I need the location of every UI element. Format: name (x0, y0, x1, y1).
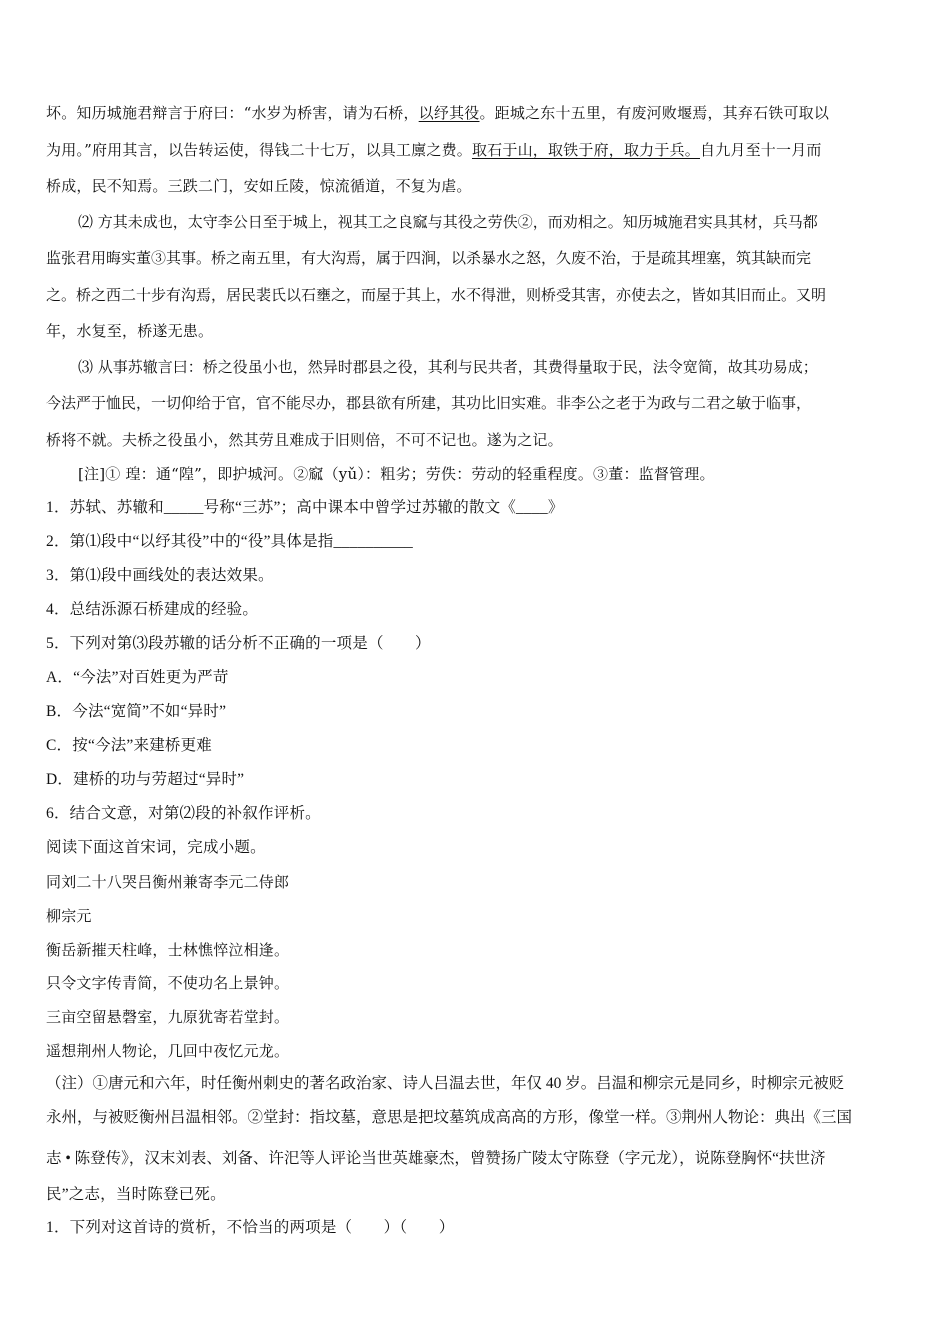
question-2: 2．第⑴段中“以纾其役”中的“役”具体是指__________ (46, 533, 413, 550)
poem-line-3: 三亩空留悬磬室，九原犹寄若堂封。 (46, 1008, 290, 1026)
text-run: 。距城之东十五里，有废河败堰焉，其弃石铁可取以 (479, 104, 830, 122)
poem-line-1: 衡岳新摧天柱峰，士林憔悴泣相逢。 (46, 941, 290, 959)
poem-title: 同刘二十八哭吕衡州兼寄李元二侍郎 (46, 873, 290, 891)
option-c: C．按“今法”来建桥更难 (46, 737, 212, 754)
passage-p1-line3: 桥成，民不知焉。三跌二门，安如丘陵，惊流循道，不复为虐。 (46, 177, 472, 195)
passage-p1-line2 (46, 140, 906, 160)
poem-note-line2: 永州，与被贬衡州吕温相邻。②堂封：指坟墓，意思是把坟墓筑成高高的方形，像堂一样。③荆州人物论：典出《三国 (46, 1109, 853, 1126)
text-run: 为用。”府用其言，以告转运使，得钱二十七万，以具工廪之费。 (46, 141, 472, 159)
passage-p3-line2: 今法严于恤民，一切仰给于官，官不能尽办，郡县欲有所建，其功比旧实难。非李公之老于为政与二君之敏于临事， (46, 394, 812, 412)
passage-p3-line1: ⑶ 从事苏辙言曰：桥之役虽小也，然异时郡县之役，其利与民共者，其费得量取于民，法令宽简，故其功易成； (78, 358, 818, 376)
poem-line-2: 只令文字传青简，不使功名上景钟。 (46, 974, 290, 992)
passage-p3-line3: 桥将不就。夫桥之役虽小，然其劳且难成于旧则倍，不可不记也。遂为之记。 (46, 431, 563, 449)
text-run: 自九月至十一月而 (700, 141, 822, 159)
option-b: B．今法“宽简”不如“异时” (46, 703, 227, 720)
question-1: 1．苏轼、苏辙和_____号称“三苏”；高中课本中曾学过苏辙的散文《____》 (46, 499, 564, 516)
question-5: 5．下列对第⑶段苏辙的话分析不正确的一项是（ ） (46, 635, 431, 652)
passage-p1-line1 (46, 103, 906, 123)
poem-author: 柳宗元 (46, 907, 92, 925)
question-6: 6．结合文意，对第⑵段的补叙作评析。 (46, 805, 321, 822)
option-a: A．“今法”对百姓更为严苛 (46, 669, 229, 686)
poem-note-line3: 志 • 陈登传》，汉末刘表、刘备、许汜等人评论当世英雄豪杰，曾赞扬广陵太守陈登（字元龙），说陈登胸怀“扶世济 (46, 1150, 826, 1167)
poem-note-line4: 民”之志，当时陈登已死。 (46, 1186, 226, 1203)
poem-note-line1: （注）①唐元和六年，时任衡州刺史的著名政治家、诗人吕温去世，年仅 40 岁。吕温和柳宗元是同乡，时柳宗元被贬 (46, 1075, 845, 1092)
underlined-phrase: 以纾其役 (418, 104, 480, 122)
question-4: 4．总结泺源石桥建成的经验。 (46, 601, 259, 618)
passage-p2-line2: 监张君用晦实董③其事。桥之南五里，有大沟焉，属于四涧，以杀暴水之怒，久废不治，于是疏其埋塞，筑其缺而完 (46, 249, 812, 267)
passage-note: [注]① 瑝：通“隍”，即护城河。②窳（yǔ）：粗劣；劳佚：劳动的轻重程度。③董：监督管理。 (78, 465, 715, 483)
text-run: 坏。知历城施君辩言于府曰：“水岁为桥害，请为石桥， (46, 104, 419, 122)
passage-p2-line1: ⑵ 方其未成也，太守李公日至于城上，视其工之良窳与其役之劳佚②，而劝相之。知历城施君实具其材，兵马都 (78, 213, 818, 231)
poem-question-1: 1．下列对这首诗的赏析，不恰当的两项是（ ）（ ） (46, 1219, 455, 1236)
poem-intro: 阅读下面这首宋词，完成小题。 (46, 839, 266, 856)
passage-p2-line4: 年，水复至，桥遂无患。 (46, 322, 214, 340)
passage-p2-line3: 之。桥之西二十步有沟焉，居民裴氏以石壅之，而屋于其上，水不得泄，则桥受其害，亦使去之，皆如其旧而止。又明 (46, 286, 827, 304)
poem-line-4: 遥想荆州人物论，几回中夜忆元龙。 (46, 1042, 290, 1060)
underlined-phrase: 取石于山，取铁于府，取力于兵。 (471, 141, 700, 159)
question-3: 3．第⑴段中画线处的表达效果。 (46, 567, 274, 584)
option-d: D．建桥的功与劳超过“异时” (46, 771, 245, 788)
